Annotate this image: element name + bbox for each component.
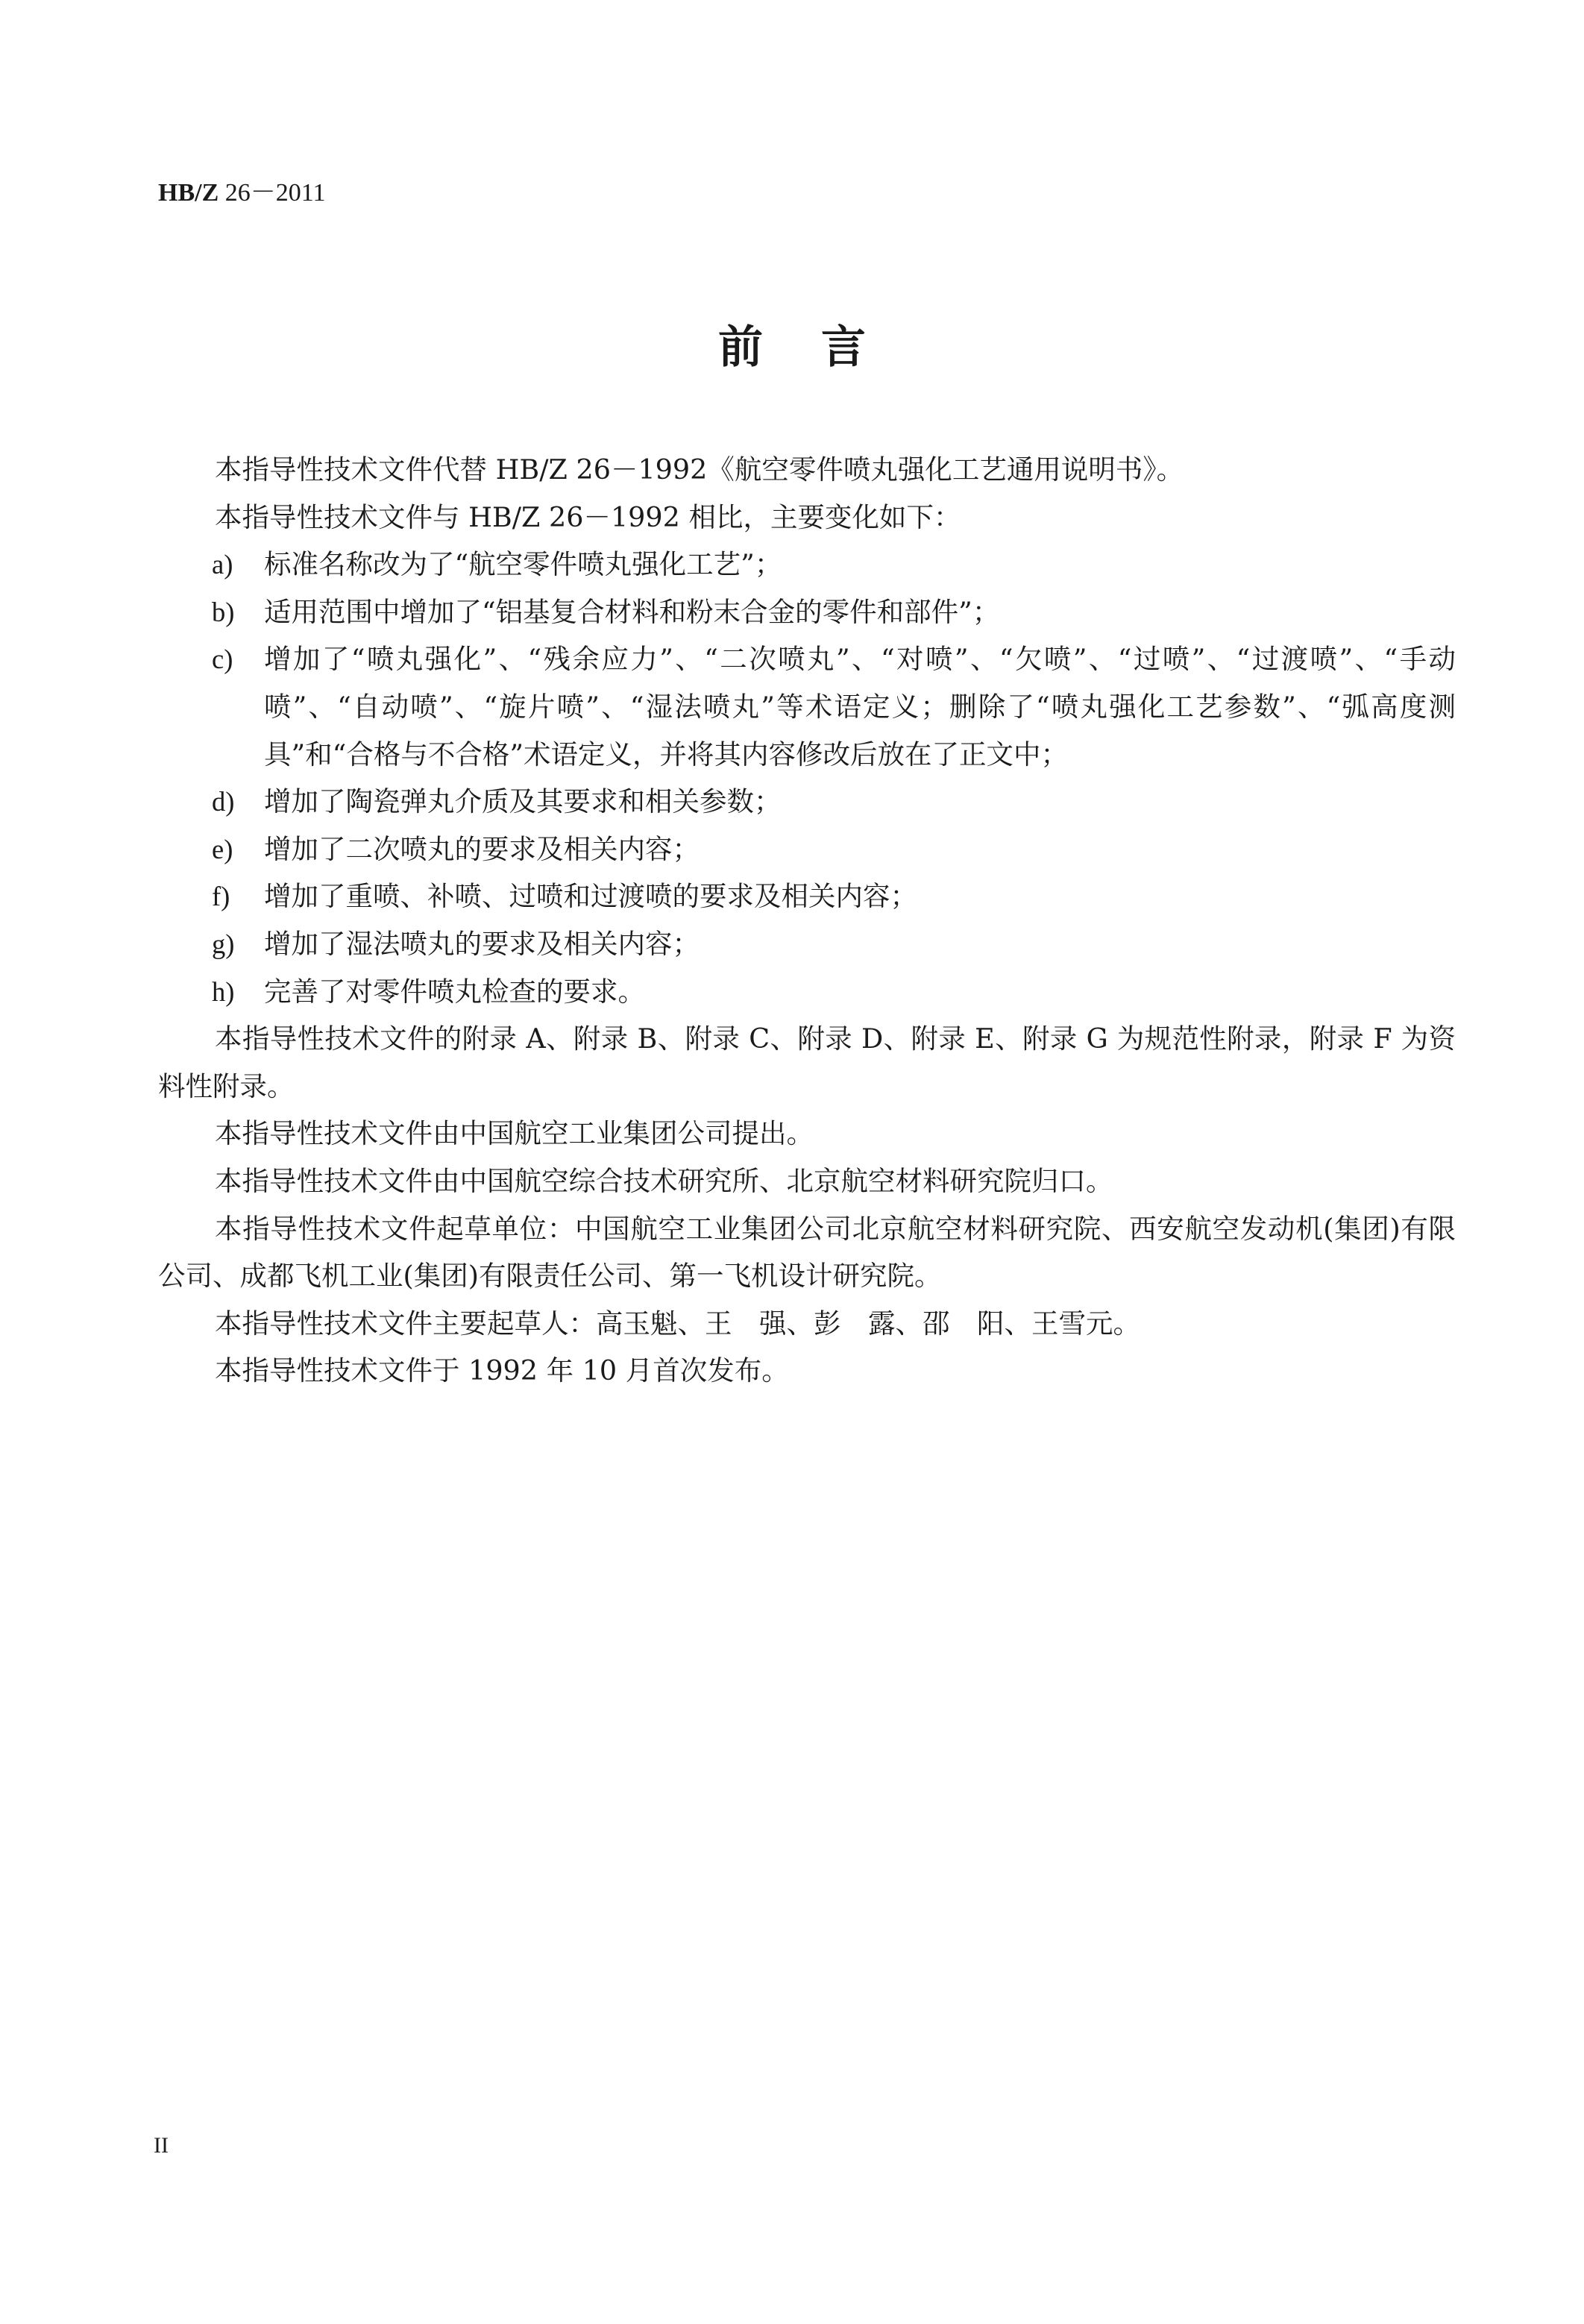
paragraph-drafters: 本指导性技术文件主要起草人：高玉魁、王 强、彭 露、邵 阳、王雪元。 xyxy=(215,1307,1140,1340)
list-item-label: f) xyxy=(212,881,230,912)
list-item-label: c) xyxy=(212,644,233,675)
list-item xyxy=(158,920,1456,968)
list-item-text: 完善了对零件喷丸检查的要求。 xyxy=(264,975,645,1008)
list-item xyxy=(158,588,1456,636)
paragraph-drafting-units: 本指导性技术文件起草单位：中国航空工业集团公司北京航空材料研究院、西安航空发动机(集团)有限公司、成都飞机工业(集团)有限责任公司、第一飞机设计研究院。 xyxy=(158,1212,1456,1293)
document-code xyxy=(158,172,326,208)
paragraph-proposer: 本指导性技术文件由中国航空工业集团公司提出。 xyxy=(215,1117,814,1150)
list-item xyxy=(158,968,1456,1016)
foreword-body xyxy=(158,446,1456,1395)
list-item xyxy=(158,635,1456,778)
document-code-number: 26－2011 xyxy=(219,179,326,207)
page-title: 前言 xyxy=(718,321,924,374)
list-item-text: 增加了陶瓷弹丸介质及其要求和相关参数； xyxy=(264,785,782,818)
list-item-label: e) xyxy=(212,833,233,864)
paragraph-first-issue: 本指导性技术文件于 1992 年 10 月首次发布。 xyxy=(215,1354,789,1387)
list-item xyxy=(158,541,1456,588)
list-item-label: h) xyxy=(212,976,235,1007)
list-item-label: g) xyxy=(212,928,235,959)
list-item-text: 增加了湿法喷丸的要求及相关内容； xyxy=(264,927,700,960)
list-item-label: a) xyxy=(212,549,233,580)
list-item-text: 标准名称改为了“航空零件喷丸强化工艺”； xyxy=(264,548,782,581)
paragraph-replaces: 本指导性技术文件代替 HB/Z 26－1992《航空零件喷丸强化工艺通用说明书》。 xyxy=(215,453,1184,486)
list-item-text: 增加了二次喷丸的要求及相关内容； xyxy=(264,832,700,865)
paragraph-changes-intro: 本指导性技术文件与 HB/Z 26－1992 相比，主要变化如下： xyxy=(215,500,961,533)
paragraph-centralized-unit: 本指导性技术文件由中国航空综合技术研究所、北京航空材料研究院归口。 xyxy=(215,1164,1113,1197)
list-item-text: 增加了重喷、补喷、过喷和过渡喷的要求及相关内容； xyxy=(264,880,917,913)
paragraph-appendices: 本指导性技术文件的附录 A、附录 B、附录 C、附录 D、附录 E、附录 G 为规范性附录，附录 F 为资料性附录。 xyxy=(158,1023,1456,1102)
list-item-text: 增加了“喷丸强化”、“残余应力”、“二次喷丸”、“对喷”、“欠喷”、“过喷”、“过渡喷”、“手动喷”、“自动喷”、“旋片喷”、“湿法喷丸”等术语定义；删除了“喷丸强化工艺参数”、“弧高度测具”和“合格与不合格”术语定义，并将其内容修改后放在了正文中； xyxy=(264,643,1456,770)
list-item xyxy=(158,778,1456,826)
list-item xyxy=(158,826,1456,873)
list-item-label: b) xyxy=(212,596,235,627)
document-code-prefix: HB/Z xyxy=(158,179,219,207)
list-item-text: 适用范围中增加了“铝基复合材料和粉末合金的零件和部件”； xyxy=(264,595,1000,628)
list-item-label: d) xyxy=(212,786,235,817)
list-item xyxy=(158,873,1456,920)
page-number: II xyxy=(154,2133,169,2158)
